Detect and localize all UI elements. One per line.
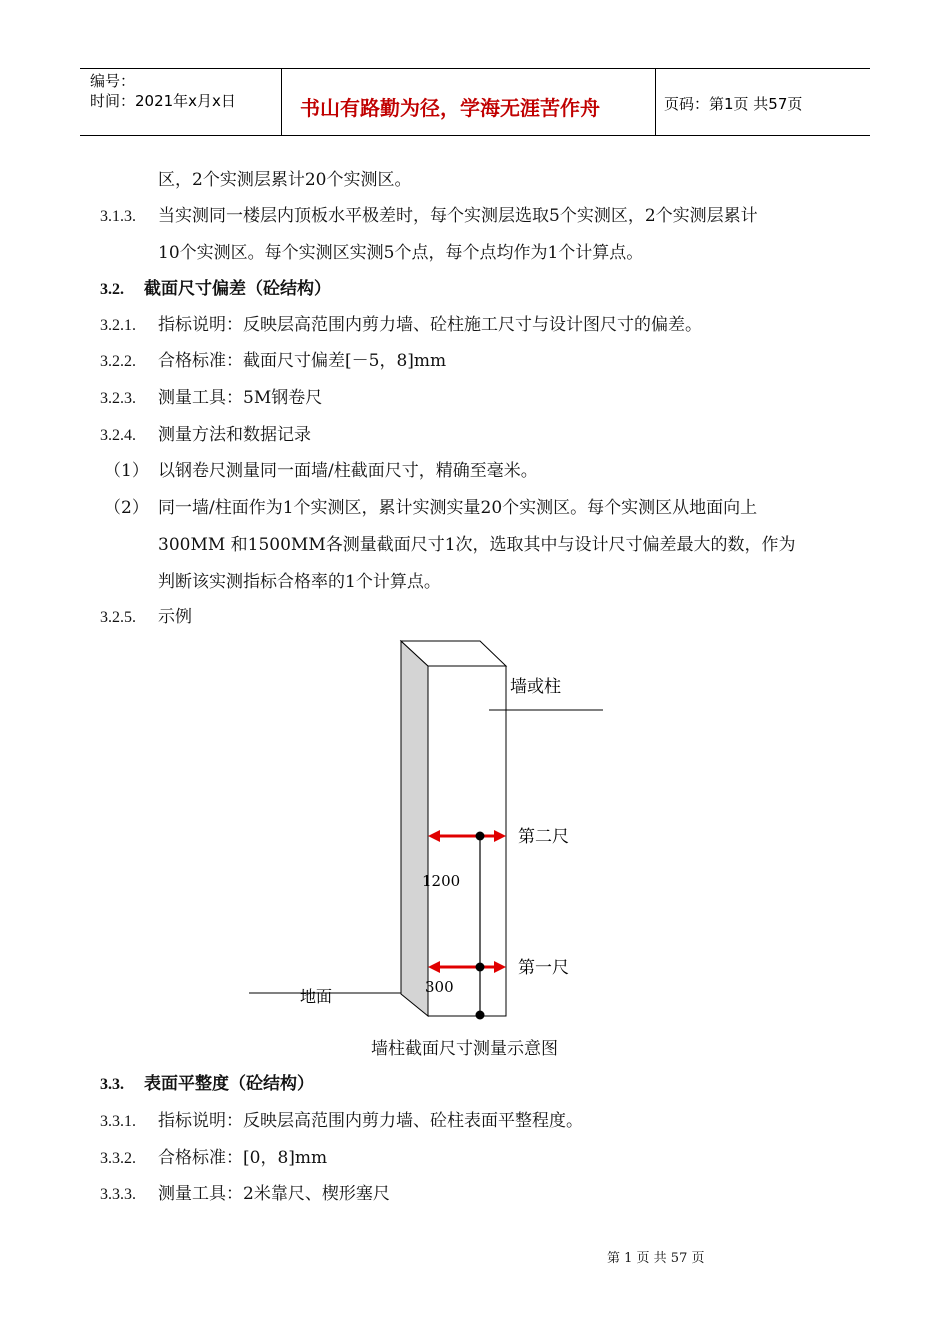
section-number: 3.3.2. — [100, 1150, 136, 1167]
column-side-face — [401, 641, 428, 1016]
document-time-label: 时间：2021年x月x日 — [90, 92, 236, 110]
section-text: 指标说明：反映层高范围内剪力墙、砼柱表面平整程度。 — [158, 1111, 583, 1131]
section-number: 3.2.4. — [100, 427, 136, 444]
label-second-measure: 第二尺 — [518, 827, 569, 847]
section-title: 截面尺寸偏差（砼结构） — [144, 279, 331, 299]
list-text: 判断该实测指标合格率的1个计算点。 — [158, 572, 441, 592]
label-wall-or-column: 墙或柱 — [510, 677, 561, 697]
section-text: 当实测同一楼层内顶板水平极差时，每个实测层选取5个实测区，2个实测层累计 — [158, 206, 758, 226]
section-number: 3.2. — [100, 281, 124, 298]
measurement-point-upper — [476, 832, 485, 841]
section-text: 10个实测区。每个实测区实测5个点，每个点均作为1个计算点。 — [158, 243, 644, 263]
label-dimension-300: 300 — [425, 978, 454, 996]
paragraph-text: 区，2个实测层累计20个实测区。 — [158, 170, 412, 190]
header-motto: 书山有路勤为径，学海无涯苦作舟 — [300, 96, 600, 120]
label-first-measure: 第一尺 — [518, 958, 569, 978]
section-number: 3.3.3. — [100, 1186, 136, 1203]
section-number: 3.2.3. — [100, 390, 136, 407]
section-text: 测量工具：2米靠尺、楔形塞尺 — [158, 1184, 390, 1204]
section-number: 3.2.1. — [100, 317, 136, 334]
measurement-point-ground — [476, 1011, 485, 1020]
document-number-label: 编号： — [90, 72, 136, 90]
section-text: 合格标准：[0，8]mm — [158, 1148, 328, 1168]
list-marker: （2） — [104, 498, 149, 518]
header-page-label: 页码：第1页 共57页 — [664, 95, 803, 113]
section-text: 测量工具：5M钢卷尺 — [158, 388, 323, 408]
section-3-3-heading — [100, 1073, 314, 1096]
section-text: 示例 — [158, 607, 192, 627]
section-number: 3.2.2. — [100, 353, 136, 370]
section-number: 3.3. — [100, 1076, 124, 1093]
section-title: 表面平整度（砼结构） — [144, 1074, 314, 1094]
section-number: 3.3.1. — [100, 1113, 136, 1130]
section-text: 测量方法和数据记录 — [158, 425, 311, 445]
section-text: 合格标准：截面尺寸偏差[－5，8]mm — [158, 351, 447, 371]
section-number: 3.2.5. — [100, 609, 136, 626]
section-3-3-1 — [100, 1110, 583, 1133]
figure-caption: 墙柱截面尺寸测量示意图 — [371, 1039, 558, 1059]
section-number: 3.1.3. — [100, 208, 136, 225]
label-dimension-1200: 1200 — [422, 872, 461, 890]
list-text: 同一墙/柱面作为1个实测区，累计实测实量20个实测区。每个实测区从地面向上 — [158, 498, 758, 518]
section-3-3-3 — [100, 1183, 390, 1206]
list-marker: （1） — [104, 461, 149, 481]
page-footer: 第 1 页 共 57 页 — [607, 1251, 705, 1266]
list-text: 以钢卷尺测量同一面墙/柱截面尺寸，精确至毫米。 — [158, 461, 538, 481]
list-text: 300MM 和1500MM各测量截面尺寸1次，选取其中与设计尺寸偏差最大的数，作为 — [158, 535, 796, 555]
measurement-point-lower — [476, 963, 485, 972]
section-text: 指标说明：反映层高范围内剪力墙、砼柱施工尺寸与设计图尺寸的偏差。 — [158, 315, 702, 335]
label-ground: 地面 — [300, 987, 333, 1006]
section-3-3-2 — [100, 1147, 327, 1170]
